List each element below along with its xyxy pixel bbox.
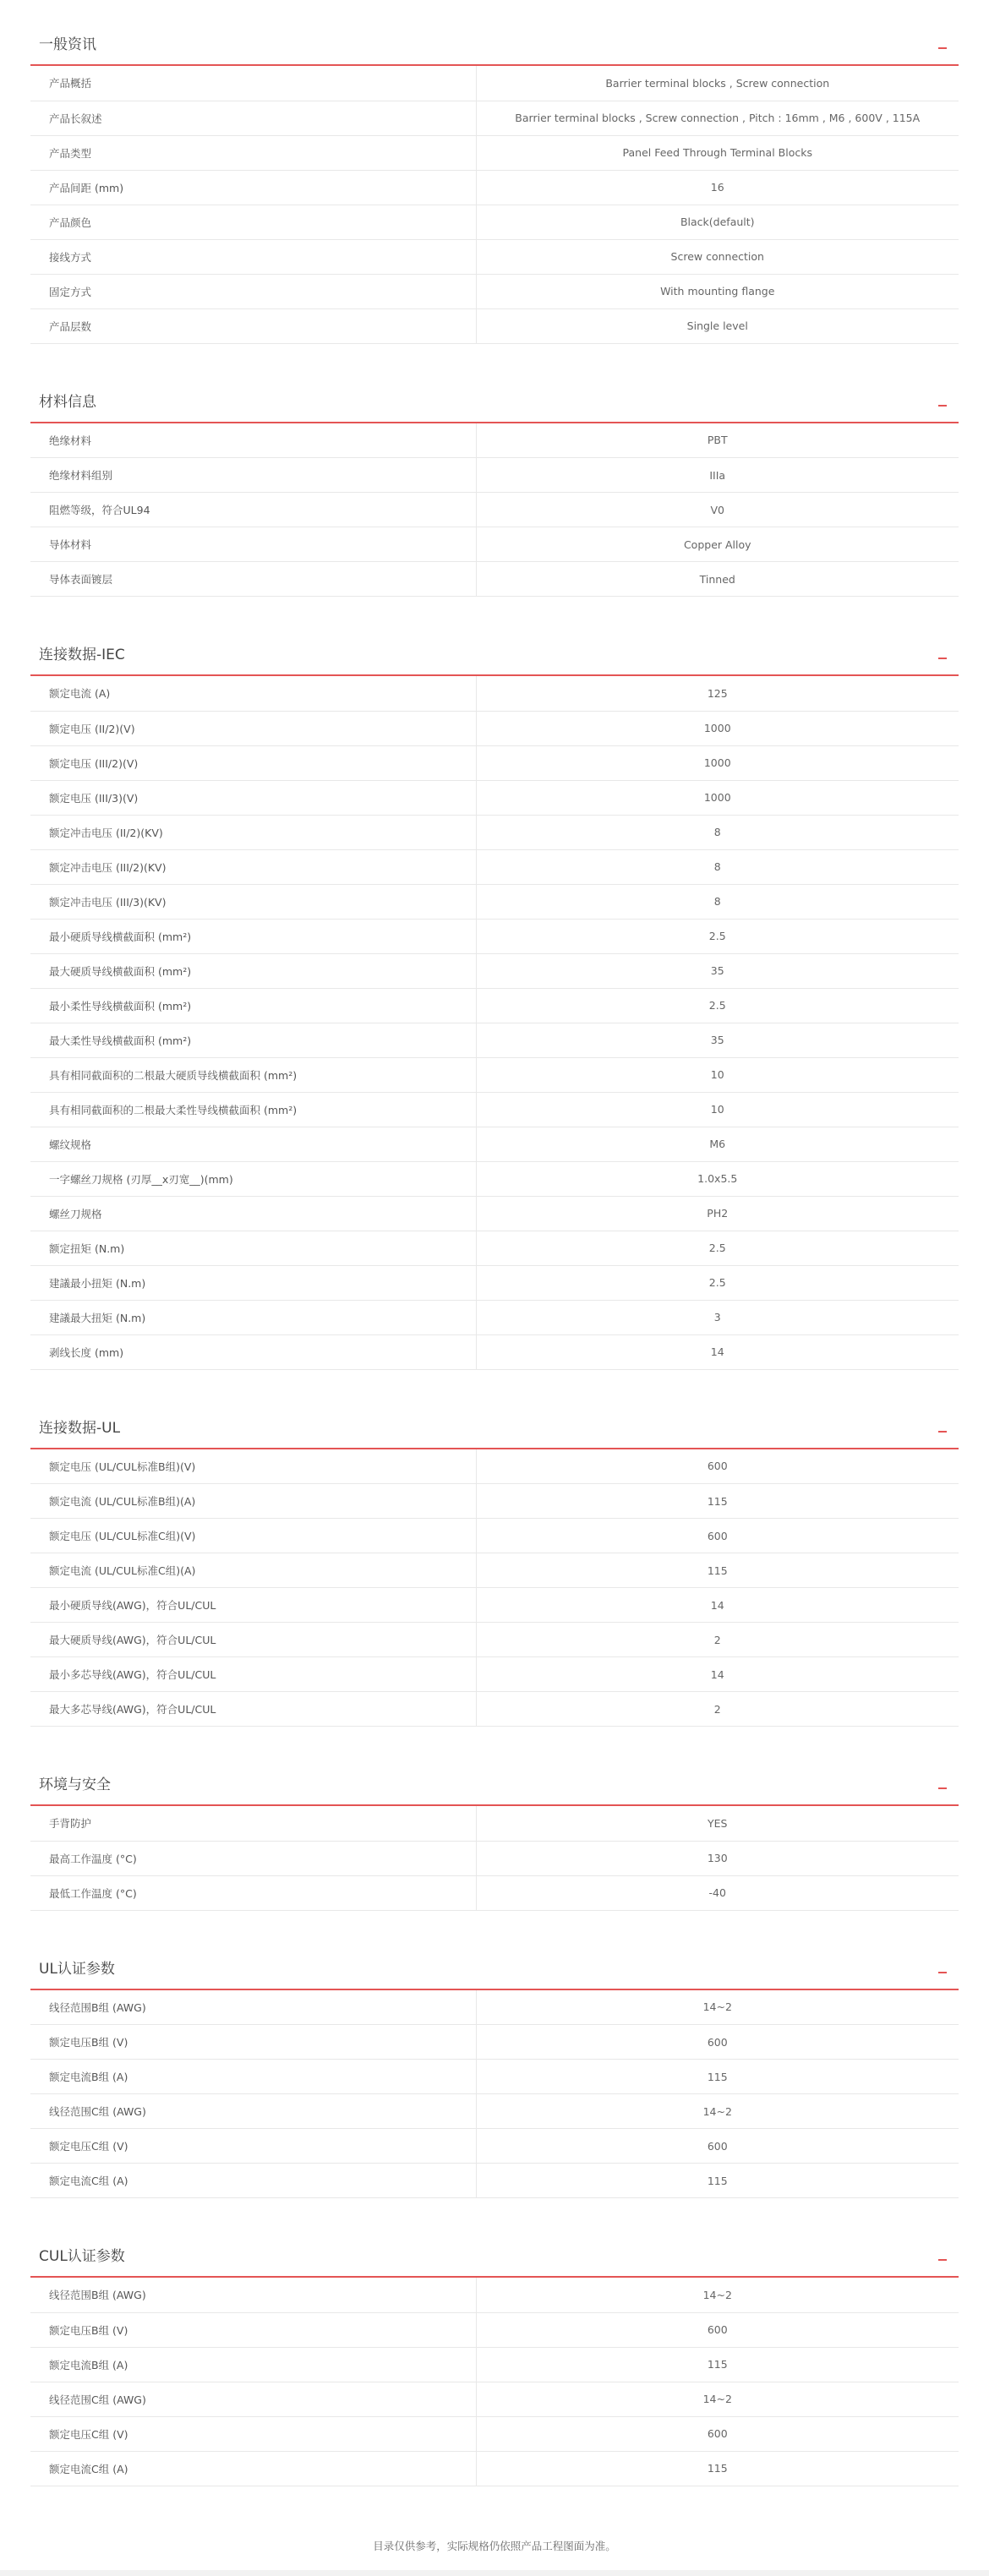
spec-value: 600 bbox=[476, 1519, 959, 1553]
spec-label: 额定冲击电压 (III/3)(KV) bbox=[30, 884, 476, 919]
spec-label: 额定电流 (UL/CUL标准C组)(A) bbox=[30, 1553, 476, 1588]
spec-value: 10 bbox=[476, 1057, 959, 1092]
collapse-icon[interactable] bbox=[938, 1416, 947, 1434]
table-row bbox=[30, 1806, 959, 1841]
table-row bbox=[30, 849, 959, 884]
section-header[interactable] bbox=[30, 2232, 959, 2278]
table-row bbox=[30, 2094, 959, 2129]
spec-label: 建議最小扭矩 (N.m) bbox=[30, 1265, 476, 1300]
section-title: 材料信息 bbox=[39, 393, 96, 411]
table-row bbox=[30, 205, 959, 239]
table-row bbox=[30, 1449, 959, 1484]
table-row bbox=[30, 239, 959, 274]
table-row bbox=[30, 745, 959, 780]
table-row bbox=[30, 2025, 959, 2060]
spec-sheet bbox=[30, 20, 959, 2486]
table-row bbox=[30, 2382, 959, 2416]
spec-value: PH2 bbox=[476, 1196, 959, 1231]
table-row bbox=[30, 66, 959, 101]
collapse-icon[interactable] bbox=[938, 32, 947, 51]
spec-value: 3 bbox=[476, 1300, 959, 1334]
table-row bbox=[30, 493, 959, 527]
spec-label: 具有相同截面积的二根最大硬质导线横截面积 (mm²) bbox=[30, 1057, 476, 1092]
spec-value: PBT bbox=[476, 423, 959, 458]
spec-label: 绝缘材料组别 bbox=[30, 458, 476, 493]
spec-value: 14~2 bbox=[476, 1990, 959, 2025]
spec-label: 导体材料 bbox=[30, 527, 476, 562]
collapse-icon[interactable] bbox=[938, 642, 947, 661]
spec-label: 最小硬质导线(AWG)，符合UL/CUL bbox=[30, 1588, 476, 1623]
table-row bbox=[30, 676, 959, 711]
table-row bbox=[30, 1553, 959, 1588]
spec-value: 10 bbox=[476, 1092, 959, 1127]
collapse-icon[interactable] bbox=[938, 1957, 947, 1975]
spec-label: 具有相同截面积的二根最大柔性导线横截面积 (mm²) bbox=[30, 1092, 476, 1127]
section-spacer bbox=[30, 1911, 959, 1945]
table-row bbox=[30, 815, 959, 849]
section-header[interactable] bbox=[30, 1945, 959, 1990]
spec-label: 剥线长度 (mm) bbox=[30, 1334, 476, 1369]
section-title: 一般资讯 bbox=[39, 36, 96, 53]
table-row bbox=[30, 1300, 959, 1334]
section-header[interactable] bbox=[30, 20, 959, 66]
spec-value: 2.5 bbox=[476, 988, 959, 1023]
spec-value: 600 bbox=[476, 2025, 959, 2060]
spec-value: 1.0x5.5 bbox=[476, 1161, 959, 1196]
table-row bbox=[30, 919, 959, 953]
spec-label: 线径范围B组 (AWG) bbox=[30, 1990, 476, 2025]
spec-value: Copper Alloy bbox=[476, 527, 959, 562]
spec-label: 建議最大扭矩 (N.m) bbox=[30, 1300, 476, 1334]
spec-section bbox=[30, 1760, 959, 1911]
table-row bbox=[30, 1657, 959, 1692]
spec-table bbox=[30, 2278, 959, 2486]
table-row bbox=[30, 2060, 959, 2094]
spec-label: 固定方式 bbox=[30, 274, 476, 308]
spec-value: With mounting flange bbox=[476, 274, 959, 308]
spec-table bbox=[30, 1806, 959, 1911]
spec-value: 35 bbox=[476, 1023, 959, 1057]
table-row bbox=[30, 1692, 959, 1727]
table-row bbox=[30, 1841, 959, 1875]
spec-label: 一字螺丝刀规格 (刃厚__x刃宽__)(mm) bbox=[30, 1161, 476, 1196]
section-title: 连接数据-IEC bbox=[39, 647, 125, 663]
table-row bbox=[30, 2347, 959, 2382]
table-row bbox=[30, 2164, 959, 2198]
spec-value: 14~2 bbox=[476, 2278, 959, 2312]
spec-label: 阻燃等级，符合UL94 bbox=[30, 493, 476, 527]
table-row bbox=[30, 274, 959, 308]
spec-value: 8 bbox=[476, 849, 959, 884]
spec-label: 螺纹规格 bbox=[30, 1127, 476, 1161]
spec-value: 14 bbox=[476, 1334, 959, 1369]
table-row bbox=[30, 988, 959, 1023]
collapse-icon[interactable] bbox=[938, 1772, 947, 1791]
section-spacer bbox=[30, 344, 959, 378]
spec-label: 螺丝刀规格 bbox=[30, 1196, 476, 1231]
spec-value: 130 bbox=[476, 1841, 959, 1875]
spec-section bbox=[30, 2232, 959, 2486]
section-spacer bbox=[30, 1370, 959, 1404]
spec-value: 115 bbox=[476, 1484, 959, 1519]
section-title: 连接数据-UL bbox=[39, 1419, 121, 1437]
table-row bbox=[30, 101, 959, 135]
table-row bbox=[30, 1231, 959, 1265]
spec-value: 115 bbox=[476, 2060, 959, 2094]
spec-section bbox=[30, 1404, 959, 1727]
spec-section bbox=[30, 378, 959, 598]
table-row bbox=[30, 1092, 959, 1127]
spec-label: 额定电压 (UL/CUL标准C组)(V) bbox=[30, 1519, 476, 1553]
table-row bbox=[30, 1127, 959, 1161]
table-row bbox=[30, 2451, 959, 2486]
spec-label: 产品概括 bbox=[30, 66, 476, 101]
table-row bbox=[30, 2278, 959, 2312]
table-row bbox=[30, 1057, 959, 1092]
spec-label: 最大硬质导线横截面积 (mm²) bbox=[30, 953, 476, 988]
spec-label: 额定电流B组 (A) bbox=[30, 2060, 476, 2094]
spec-label: 额定电压 (II/2)(V) bbox=[30, 711, 476, 745]
spec-label: 额定扭矩 (N.m) bbox=[30, 1231, 476, 1265]
spec-label: 额定冲击电压 (II/2)(KV) bbox=[30, 815, 476, 849]
spec-label: 产品长叙述 bbox=[30, 101, 476, 135]
spec-label: 额定电流B组 (A) bbox=[30, 2347, 476, 2382]
spec-label: 额定电压 (UL/CUL标准B组)(V) bbox=[30, 1449, 476, 1484]
spec-value: -40 bbox=[476, 1875, 959, 1910]
spec-section bbox=[30, 20, 959, 344]
section-header[interactable] bbox=[30, 1760, 959, 1806]
spec-label: 最小柔性导线横截面积 (mm²) bbox=[30, 988, 476, 1023]
spec-value: Screw connection bbox=[476, 239, 959, 274]
spec-label: 最小硬质导线横截面积 (mm²) bbox=[30, 919, 476, 953]
spec-label: 绝缘材料 bbox=[30, 423, 476, 458]
spec-label: 最低工作温度 (°C) bbox=[30, 1875, 476, 1910]
section-title: CUL认证参数 bbox=[39, 2248, 125, 2265]
spec-section bbox=[30, 1945, 959, 2199]
spec-value: 2 bbox=[476, 1692, 959, 1727]
spec-value: 600 bbox=[476, 2129, 959, 2164]
spec-value: Panel Feed Through Terminal Blocks bbox=[476, 135, 959, 170]
spec-value: 1000 bbox=[476, 711, 959, 745]
spec-label: 最小多芯导线(AWG)，符合UL/CUL bbox=[30, 1657, 476, 1692]
spec-value: Barrier terminal blocks , Screw connection bbox=[476, 66, 959, 101]
spec-value: 2.5 bbox=[476, 1231, 959, 1265]
spec-label: 额定电流C组 (A) bbox=[30, 2164, 476, 2198]
table-row bbox=[30, 1196, 959, 1231]
spec-value: 14 bbox=[476, 1588, 959, 1623]
spec-value: 35 bbox=[476, 953, 959, 988]
table-row bbox=[30, 423, 959, 458]
spec-value: 2.5 bbox=[476, 919, 959, 953]
spec-value: Barrier terminal blocks , Screw connection , Pitch : 16mm , M6 , 600V , 115A bbox=[476, 101, 959, 135]
spec-value: 8 bbox=[476, 815, 959, 849]
spec-value: Black(default) bbox=[476, 205, 959, 239]
spec-value: 115 bbox=[476, 2164, 959, 2198]
table-row bbox=[30, 1334, 959, 1369]
spec-value: 14~2 bbox=[476, 2382, 959, 2416]
spec-label: 产品类型 bbox=[30, 135, 476, 170]
table-row bbox=[30, 884, 959, 919]
spec-label: 额定电压C组 (V) bbox=[30, 2416, 476, 2451]
spec-table bbox=[30, 66, 959, 344]
footer-disclaimer: 目录仅供参考，实际规格仍依照产品工程图面为准。 bbox=[373, 2540, 616, 2552]
table-row bbox=[30, 1623, 959, 1657]
spec-value: 1000 bbox=[476, 745, 959, 780]
table-row bbox=[30, 780, 959, 815]
spec-value: 115 bbox=[476, 2451, 959, 2486]
section-spacer bbox=[30, 1727, 959, 1760]
spec-label: 手背防护 bbox=[30, 1806, 476, 1841]
spec-value: 16 bbox=[476, 170, 959, 205]
section-title: 环境与安全 bbox=[39, 1776, 111, 1793]
spec-value: 115 bbox=[476, 1553, 959, 1588]
spec-label: 额定电压 (III/2)(V) bbox=[30, 745, 476, 780]
spec-label: 额定电压 (III/3)(V) bbox=[30, 780, 476, 815]
spec-label: 额定电压B组 (V) bbox=[30, 2312, 476, 2347]
table-row bbox=[30, 1519, 959, 1553]
collapse-icon[interactable] bbox=[938, 390, 947, 408]
table-row bbox=[30, 2416, 959, 2451]
spec-value: Single level bbox=[476, 308, 959, 343]
spec-value: 2 bbox=[476, 1623, 959, 1657]
table-row bbox=[30, 135, 959, 170]
table-row bbox=[30, 2312, 959, 2347]
spec-label: 最高工作温度 (°C) bbox=[30, 1841, 476, 1875]
spec-value: 125 bbox=[476, 676, 959, 711]
spec-label: 线径范围C组 (AWG) bbox=[30, 2382, 476, 2416]
table-row bbox=[30, 953, 959, 988]
spec-label: 额定电流 (A) bbox=[30, 676, 476, 711]
table-row bbox=[30, 1875, 959, 1910]
table-row bbox=[30, 1484, 959, 1519]
section-header[interactable] bbox=[30, 378, 959, 423]
table-row bbox=[30, 1023, 959, 1057]
spec-label: 最大硬质导线(AWG)，符合UL/CUL bbox=[30, 1623, 476, 1657]
spec-table bbox=[30, 423, 959, 598]
spec-table bbox=[30, 676, 959, 1370]
spec-label: 额定电流C组 (A) bbox=[30, 2451, 476, 2486]
spec-label: 额定电流 (UL/CUL标准B组)(A) bbox=[30, 1484, 476, 1519]
spec-value: 14 bbox=[476, 1657, 959, 1692]
spec-label: 最大多芯导线(AWG)，符合UL/CUL bbox=[30, 1692, 476, 1727]
table-row bbox=[30, 1265, 959, 1300]
spec-label: 线径范围C组 (AWG) bbox=[30, 2094, 476, 2129]
table-row bbox=[30, 458, 959, 493]
spec-label: 产品层数 bbox=[30, 308, 476, 343]
section-spacer bbox=[30, 597, 959, 630]
spec-value: IIIa bbox=[476, 458, 959, 493]
table-row bbox=[30, 1990, 959, 2025]
page-bottom-bar bbox=[0, 2570, 989, 2576]
table-row bbox=[30, 1588, 959, 1623]
spec-value: YES bbox=[476, 1806, 959, 1841]
spec-value: 600 bbox=[476, 2416, 959, 2451]
spec-value: Tinned bbox=[476, 562, 959, 597]
section-header[interactable] bbox=[30, 630, 959, 676]
spec-value: 2.5 bbox=[476, 1265, 959, 1300]
spec-table bbox=[30, 1990, 959, 2199]
spec-section bbox=[30, 630, 959, 1370]
spec-label: 额定电压C组 (V) bbox=[30, 2129, 476, 2164]
table-row bbox=[30, 308, 959, 343]
spec-value: 1000 bbox=[476, 780, 959, 815]
table-row bbox=[30, 170, 959, 205]
spec-value: V0 bbox=[476, 493, 959, 527]
collapse-icon[interactable] bbox=[938, 2244, 947, 2262]
table-row bbox=[30, 2129, 959, 2164]
spec-label: 最大柔性导线横截面积 (mm²) bbox=[30, 1023, 476, 1057]
spec-label: 导体表面镀层 bbox=[30, 562, 476, 597]
table-row bbox=[30, 562, 959, 597]
section-title: UL认证参数 bbox=[39, 1960, 115, 1978]
spec-value: 600 bbox=[476, 1449, 959, 1484]
section-header[interactable] bbox=[30, 1404, 959, 1449]
spec-value: M6 bbox=[476, 1127, 959, 1161]
table-row bbox=[30, 1161, 959, 1196]
spec-label: 额定电压B组 (V) bbox=[30, 2025, 476, 2060]
spec-label: 线径范围B组 (AWG) bbox=[30, 2278, 476, 2312]
spec-label: 额定冲击电压 (III/2)(KV) bbox=[30, 849, 476, 884]
spec-value: 115 bbox=[476, 2347, 959, 2382]
section-spacer bbox=[30, 2198, 959, 2232]
spec-value: 600 bbox=[476, 2312, 959, 2347]
spec-label: 产品间距 (mm) bbox=[30, 170, 476, 205]
spec-value: 14~2 bbox=[476, 2094, 959, 2129]
spec-label: 产品颜色 bbox=[30, 205, 476, 239]
spec-table bbox=[30, 1449, 959, 1727]
table-row bbox=[30, 527, 959, 562]
spec-value: 8 bbox=[476, 884, 959, 919]
table-row bbox=[30, 711, 959, 745]
spec-label: 接线方式 bbox=[30, 239, 476, 274]
